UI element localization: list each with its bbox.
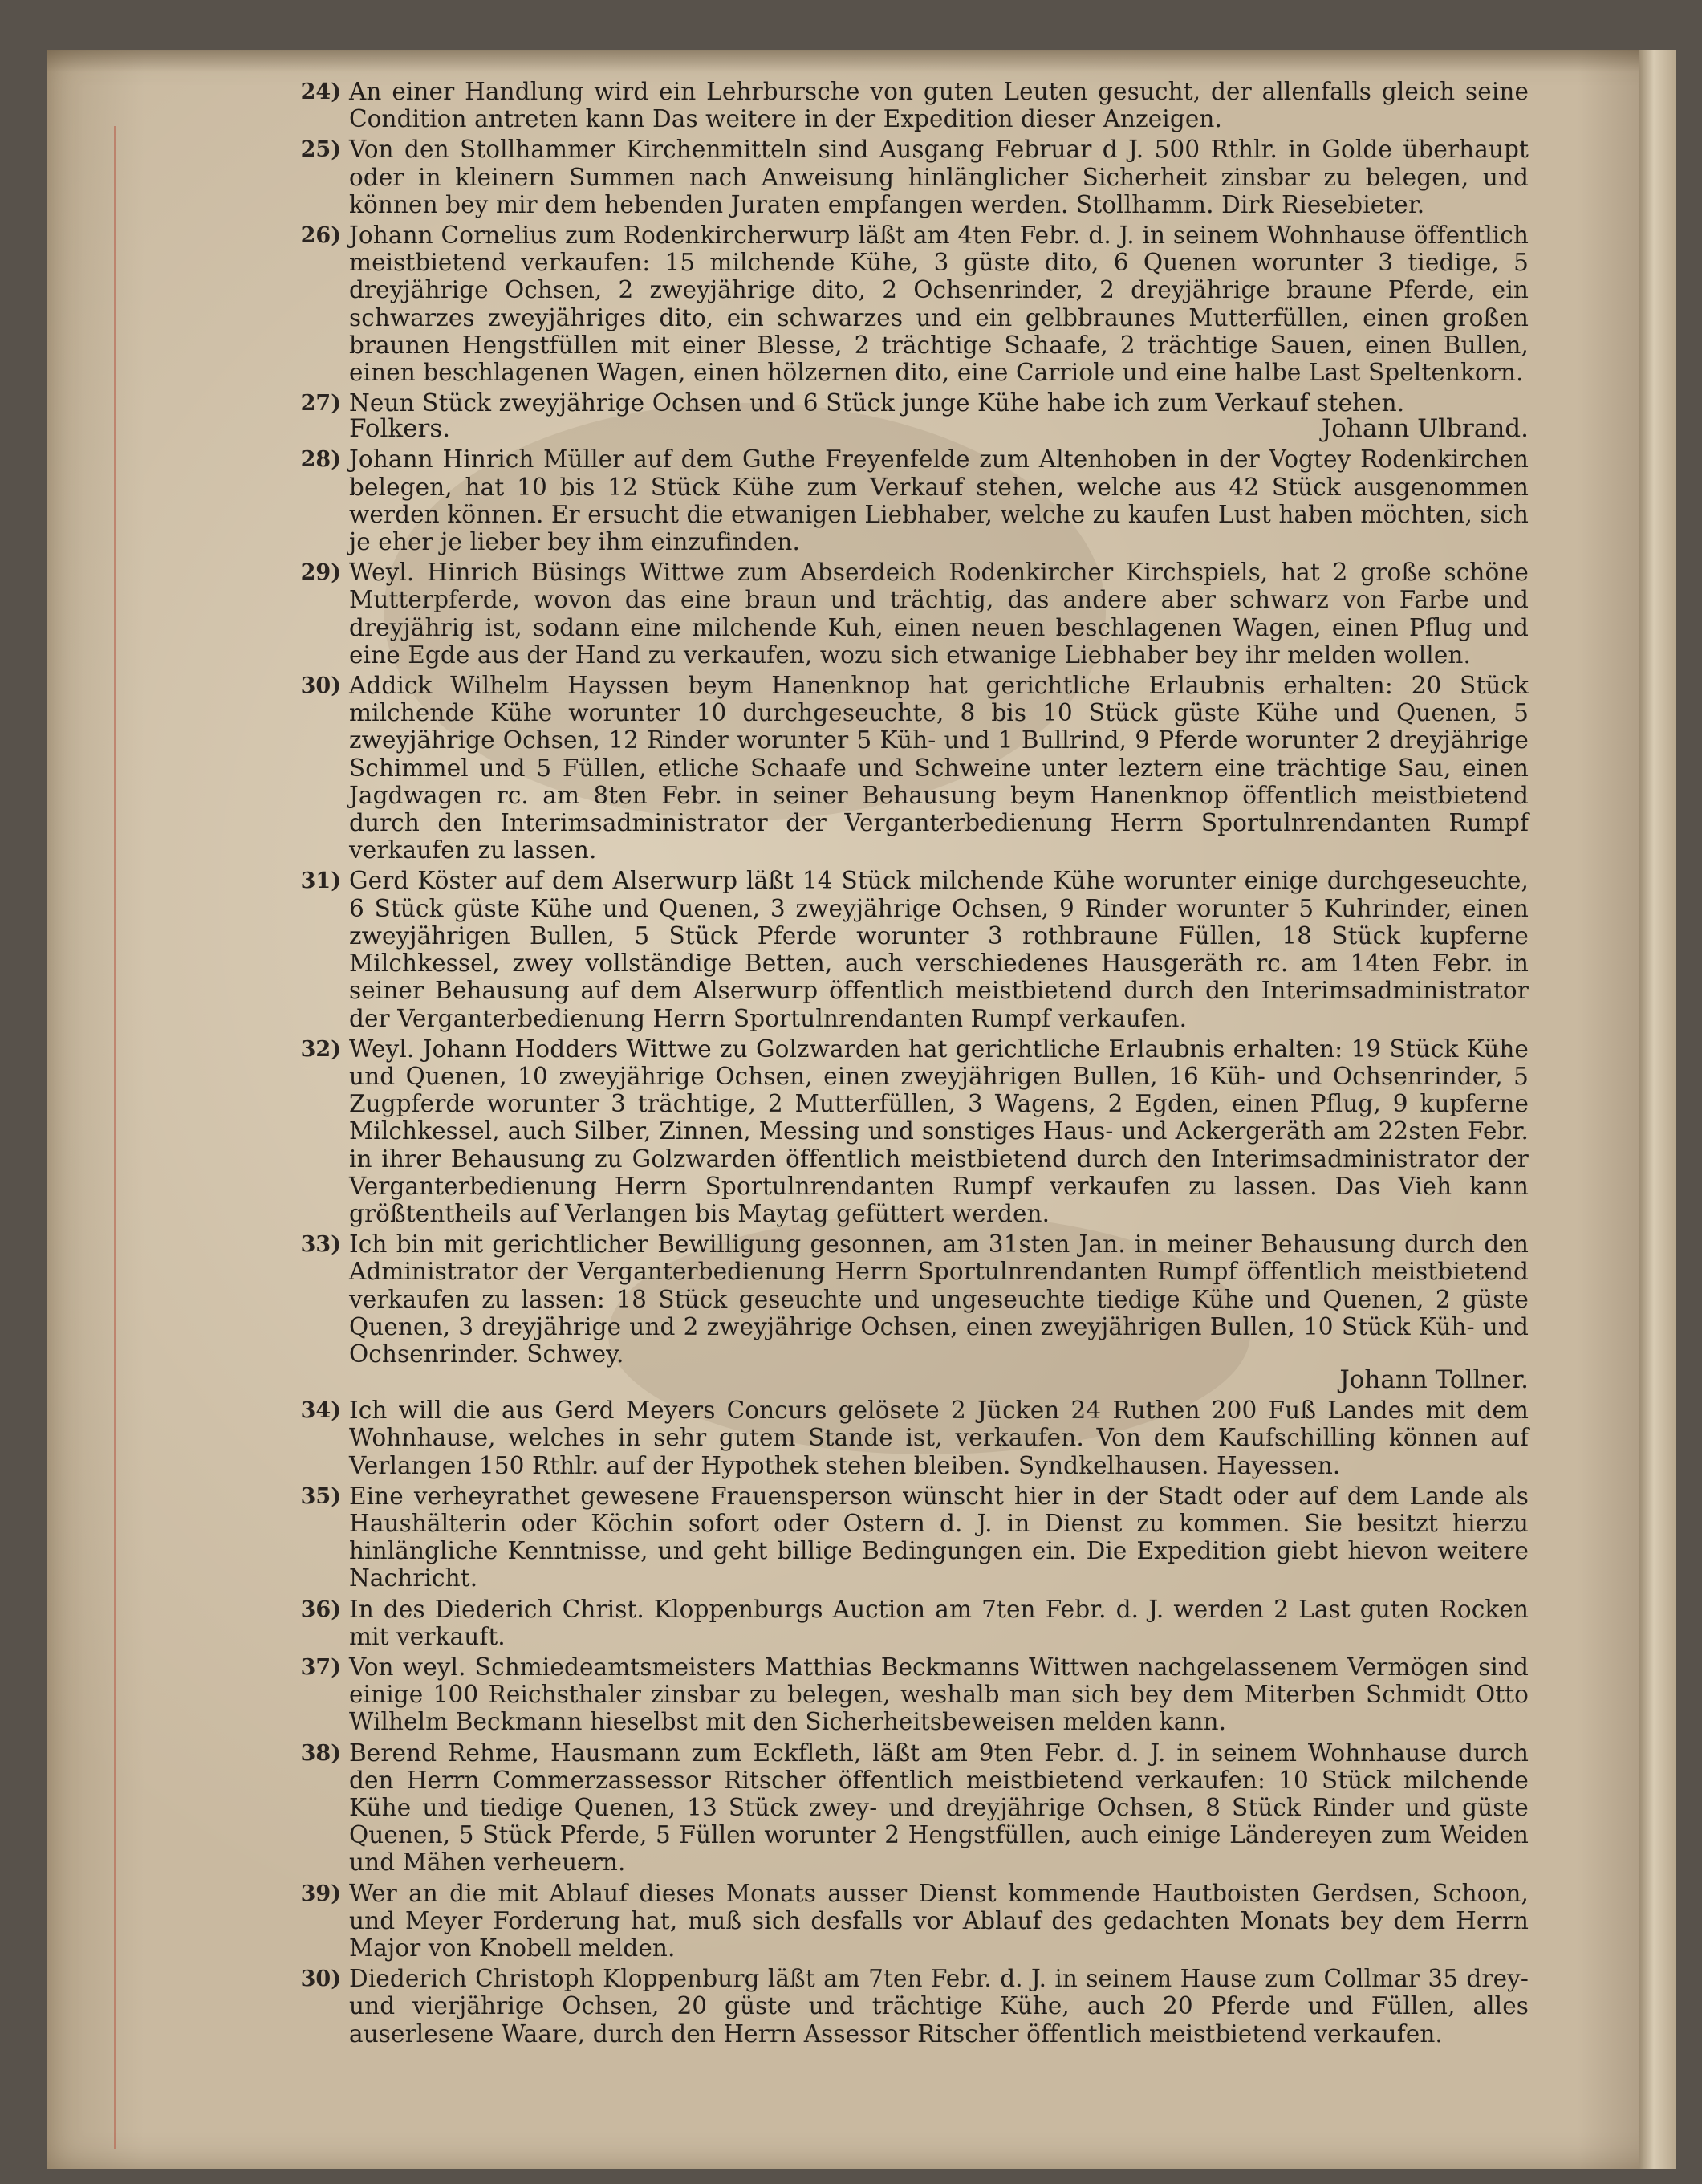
signature-left: Folkers. (349, 414, 451, 444)
entry-number: 33) (300, 1232, 341, 1258)
entry-number: 31) (300, 868, 341, 894)
entry-number: 32) (300, 1036, 341, 1062)
entry-number: 29) (300, 560, 341, 586)
advertisement-entry (300, 1230, 1529, 1395)
advertisement-entry (300, 136, 1529, 218)
entry-text: Eine verheyrathet gewesene Frauensperson wünscht hier in der Stadt oder auf dem Lande als Haushälterin oder Köchin sofort oder Ostern d. J. in Dienst zu kommen. Sie besitzt hierzu hinlängliche Kenntnisse, und geht billige Bedingungen ein. Die Expedition giebt hievon weitere Nachricht. (349, 1482, 1529, 1592)
entry-text: Von weyl. Schmiedeamtsmeisters Matthias Beckmanns Wittwen nachgelassenem Vermögen sind einige 100 Reichsthaler zinsbar zu belegen, weshalb man sich bey dem Miterben Schmidt Otto Wilhelm Beckmann hieselbst mit den Sicherheitsbeweisen melden kann. (349, 1653, 1529, 1736)
entry-number: 26) (300, 223, 341, 249)
entry-number: 28) (300, 447, 341, 473)
entry-number: 30) (300, 1966, 341, 1992)
entry-text: Johann Hinrich Müller auf dem Guthe Freyenfelde zum Altenhoben in der Vogtey Rodenkirchen belegen, hat 10 bis 12 Stück Kühe zum Verkauf stehen, welche aus 42 Stück ausgenommen werden können. Er ersucht die etwanigen Liebhaber, welche zu kaufen Lust haben möchten, sich je eher je lieber bey ihm einzufinden. (349, 445, 1529, 556)
entry-number: 36) (300, 1596, 341, 1622)
entry-text: Neun Stück zweyjährige Ochsen und 6 Stück junge Kühe habe ich zum Verkauf stehen. (349, 389, 1405, 417)
advertisement-entry (300, 78, 1529, 133)
entry-number: 25) (300, 137, 341, 163)
entry-text: Addick Wilhelm Hayssen beym Hanenknop hat gerichtliche Erlaubnis erhalten: 20 Stück milchende Kühe worunter 10 durchgeseuchte, 8 bis 10 Stück güste Kühe und Quenen, 5 zweyjährige Ochsen, 12 Rinder worunter 5 Küh- und 1 Bullrind, 9 Pferde worunter 2 dreyjährige Schimmel und 5 Füllen, etliche Schaafe und Schweine unter leztern eine trächtige Sau, einen Jagdwagen rc. am 8ten Febr. in seiner Behausung beym Hanenknop öffentlich meistbietend durch den Interimsadministrator der Verganterbedienung Herrn Sportulnrendanten Rumpf verkaufen zu lassen. (349, 672, 1529, 864)
advertisement-entry (300, 672, 1529, 864)
margin-rule (114, 126, 116, 2149)
advertisement-list (300, 78, 1529, 2051)
advertisement-entry (300, 1739, 1529, 1877)
entry-number: 34) (300, 1398, 341, 1424)
entry-text: Johann Cornelius zum Rodenkircherwurp läßt am 4ten Febr. d. J. in seinem Wohnhause öffentlich meistbietend verkaufen: 15 milchende Kühe, 3 güste dito, 6 Quenen worunter 3 tiedige, 5 dreyjährige Ochsen, 2 zweyjährige dito, 2 Ochsenrinder, 2 dreyjährige braune Pferde, ein schwarzes zweyjähriges dito, ein schwarzes und ein gelbbraunes Mutterfüllen, einen großen braunen Hengstfüllen mit einer Blesse, 2 trächtige Schaafe, 2 trächtige Sauen, einen Bullen, einen beschlagenen Wagen, einen hölzernen dito, eine Carriole und eine halbe Last Speltenkorn. (349, 222, 1529, 387)
advertisement-entry (300, 1035, 1529, 1227)
signature-right: Johann Tollner. (1339, 1365, 1529, 1395)
entry-text: Berend Rehme, Hausmann zum Eckfleth, läßt am 9ten Febr. d. J. in seinem Wohnhause durch den Herrn Commerzassessor Ritscher öffentlich meistbietend verkaufen: 10 Stück milchende Kühe und tiedige Quenen, 13 Stück zwey- und dreyjährige Ochsen, 8 Stück Rinder und güste Quenen, 5 Stück Pferde, 5 Füllen worunter 2 Hengstfüllen, auch einige Ländereyen zum Weiden und Mähen verheuern. (349, 1739, 1529, 1877)
advertisement-entry (300, 1482, 1529, 1592)
entry-text: Weyl. Hinrich Büsings Wittwe zum Abserdeich Rodenkircher Kirchspiels, hat 2 große schöne Mutterpferde, wovon das eine braun und trächtig, das andere aber schwarz von Farbe und dreyjährig ist, sodann eine milchende Kuh, einen neuen beschlagenen Wagen, einen Pflug und eine Egde aus der Hand zu verkaufen, wozu sich etwanige Liebhaber bey ihr melden wollen. (349, 559, 1529, 669)
entry-signature-line (349, 415, 1529, 442)
entry-number: 30) (300, 673, 341, 699)
advertisement-entry (300, 1595, 1529, 1650)
entry-text: An einer Handlung wird ein Lehrbursche von guten Leuten gesucht, der allenfalls gleich seine Condition antreten kann Das weitere in der Expedition dieser Anzeigen. (349, 78, 1529, 133)
entry-number: 27) (300, 391, 341, 417)
page-top-edge (47, 50, 1676, 72)
advertisement-entry (300, 1965, 1529, 2048)
entry-text: Ich bin mit gerichtlicher Bewilligung gesonnen, am 31sten Jan. in meiner Behausung durch den Administrator der Verganterbedienung Herrn Sportulnrendanten Rumpf öffentlich meistbietend verkaufen zu lassen: 18 Stück geseuchte und ungeseuchte tiedige Kühe und Quenen, 2 güste Quenen, 3 dreyjährige und 2 zweyjährige Ochsen, einen zweyjährigen Bullen, 10 Stück Küh- und Ochsenrinder. Schwey. (349, 1230, 1529, 1368)
signature-right: Johann Ulbrand. (1321, 414, 1529, 444)
entry-text: Weyl. Johann Hodders Wittwe zu Golzwarden hat gerichtliche Erlaubnis erhalten: 19 Stück Kühe und Quenen, 10 zweyjährige Ochsen, einen zweyjährigen Bullen, 16 Küh- und Ochsenrinder, 5 Zugpferde worunter 3 trächtige, 2 Mutterfüllen, 3 Wagens, 2 Egden, einen Pflug, 9 kupferne Milchkessel, auch Silber, Zinnen, Messing und sonstiges Haus- und Ackergeräth am 22sten Febr. in ihrer Behausung zu Golzwarden öffentlich meistbietend durch den Interimsadministrator der Verganterbedienung Herrn Sportulnrendanten Rumpf verkaufen zu lassen. Das Vieh kann größtentheils auf Verlangen bis Maytag gefüttert werden. (349, 1035, 1529, 1227)
advertisement-entry (300, 1879, 1529, 1962)
entry-number: 35) (300, 1483, 341, 1509)
book-spine (1639, 50, 1676, 2169)
advertisement-entry (300, 222, 1529, 387)
entry-text: Von den Stollhammer Kirchenmitteln sind Ausgang Februar d J. 500 Rthlr. in Golde überhaupt oder in kleinern Summen nach Anweisung hinlänglicher Sicherheit zinsbar zu belegen, und können bey mir dem hebenden Juraten empfangen werden. Stollhamm. Dirk Riesebieter. (349, 136, 1529, 218)
entry-text: Gerd Köster auf dem Alserwurp läßt 14 Stück milchende Kühe worunter einige durchgeseuchte, 6 Stück güste Kühe und Quenen, 3 zweyjährige Ochsen, 9 Rinder worunter 5 Kuhrinder, einen zweyjährigen Bullen, 5 Stück Pferde worunter 3 rothbraune Füllen, 18 Stück kupferne Milchkessel, zwey vollständige Betten, auch verschiedenes Hausgeräth rc. am 14ten Febr. in seiner Behausung auf dem Alserwurp öffentlich meistbietend durch den Interimsadministrator der Verganterbedienung Herrn Sportulnrendanten Rumpf verkaufen. (349, 867, 1529, 1032)
entry-text: Diederich Christoph Kloppenburg läßt am 7ten Febr. d. J. in seinem Hause zum Collmar 35 drey- und vierjährige Ochsen, 20 güste und trächtige Kühe, auch 20 Pferde und Füllen, alles auserlesene Waare, durch den Herrn Assessor Ritscher öffentlich meistbietend verkaufen. (349, 1965, 1529, 2048)
entry-number: 37) (300, 1654, 341, 1680)
entry-number: 39) (300, 1881, 341, 1906)
advertisement-entry (300, 1653, 1529, 1736)
entry-text: Wer an die mit Ablauf dieses Monats ausser Dienst kommende Hautboisten Gerdsen, Schoon, und Meyer Forderung hat, muß sich desfalls vor Ablauf des gedachten Monats bey dem Herrn Major von Knobell melden. (349, 1879, 1529, 1962)
entry-number: 24) (300, 79, 341, 104)
entry-text: In des Diederich Christ. Kloppenburgs Auction am 7ten Febr. d. J. werden 2 Last guten Rocken mit verkauft. (349, 1595, 1529, 1650)
entry-signature-line (349, 1366, 1529, 1393)
advertisement-entry (300, 559, 1529, 669)
advertisement-entry (300, 389, 1529, 444)
entry-number: 38) (300, 1740, 341, 1766)
advertisement-entry (300, 445, 1529, 556)
advertisement-entry (300, 1397, 1529, 1479)
advertisement-entry (300, 867, 1529, 1032)
entry-text: Ich will die aus Gerd Meyers Concurs gelösete 2 Jücken 24 Ruthen 200 Fuß Landes mit dem Wohnhause, welches in sehr gutem Stande ist, verkaufen. Von dem Kaufschilling können auf Verlangen 150 Rthlr. auf der Hypothek stehen bleiben. Syndkelhausen. Hayessen. (349, 1397, 1529, 1479)
